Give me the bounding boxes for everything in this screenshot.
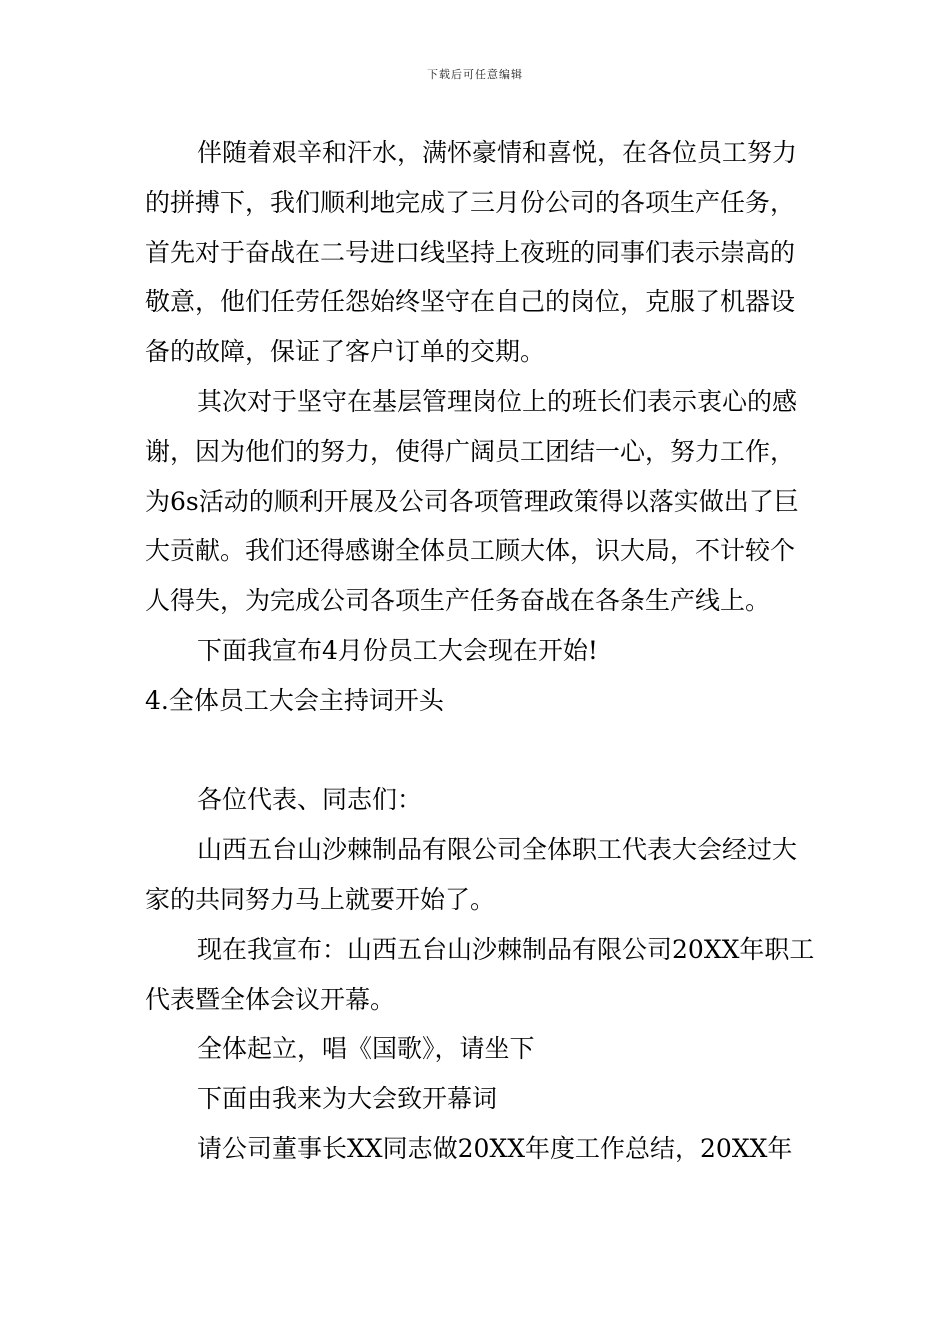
- paragraph-8: 请公司董事长XX同志做20XX年度工作总结，20XX年: [197, 1133, 793, 1163]
- document-body: [145, 128, 815, 1174]
- blank-line: [145, 726, 815, 776]
- salutation: 各位代表、同志们：: [197, 785, 423, 815]
- paragraph-6: 全体起立，唱《国歌》，请坐下: [197, 1034, 535, 1064]
- paragraph-2: 其次对于坚守在基层管理岗位上的班长们表示衷心的感谢，因为他们的努力，使得广阔员工团结一心，努力工作，为6s活动的顺利开展及公司各项管理政策得以落实做出了巨大贡献。我们还得感谢全体员工顾大体，识大局，不计较个人得失，为完成公司各项生产任务奋战在各条生产线上。: [145, 386, 799, 616]
- paragraph-4: 山西五台山沙棘制品有限公司全体职工代表大会经过大家的共同努力马上就要开始了。: [145, 835, 798, 914]
- paragraph-3: 下面我宣布4月份员工大会现在开始!: [197, 635, 598, 665]
- page-header: 下载后可任意编辑: [427, 68, 523, 81]
- paragraph-5: 现在我宣布：山西五台山沙棘制品有限公司20XX年职工代表暨全体会议开幕。: [145, 934, 815, 1014]
- section-heading: 4.全体员工大会主持词开头: [145, 685, 444, 715]
- paragraph-1: 伴随着艰辛和汗水，满怀豪情和喜悦，在各位员工努力的拼搏下，我们顺利地完成了三月份公司的各项生产任务，首先对于奋战在二号进口线坚持上夜班的同事们表示崇高的敬意，他们任劳任怨始终坚守在自己的岗位，克服了机器设备的故障，保证了客户订单的交期。: [145, 138, 798, 367]
- paragraph-7: 下面由我来为大会致开幕词: [197, 1084, 498, 1114]
